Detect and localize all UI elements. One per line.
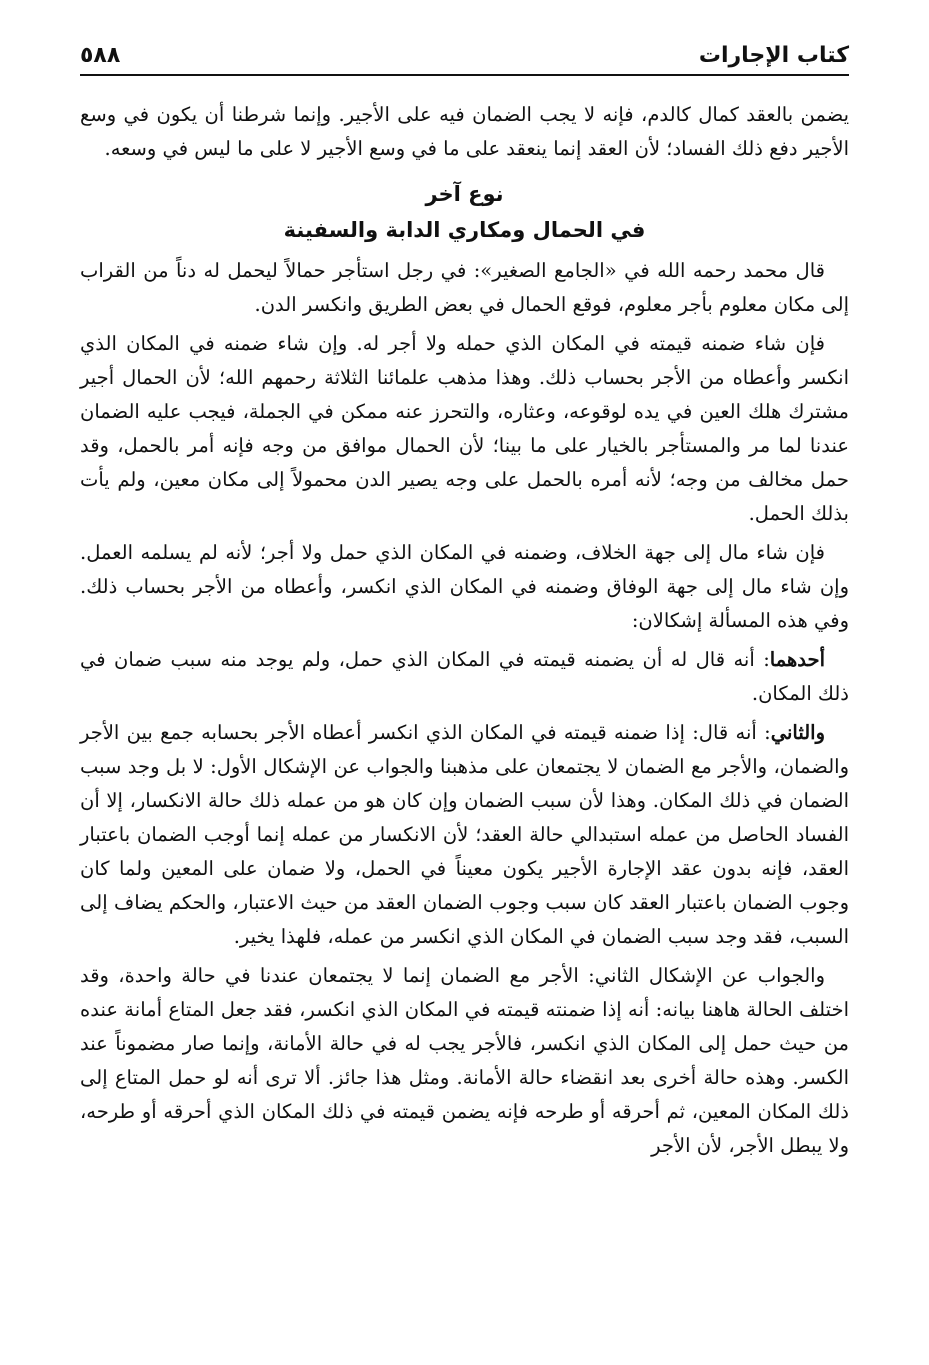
paragraph-5-lead: أحدهما	[769, 648, 825, 671]
paragraph-2: قال محمد رحمه الله في «الجامع الصغير»: في رجل استأجر حمالاً ليحمل له دناً من القراب إلى مكان معلوم بأجر معلوم، فوقع الحمال في بعض الطريق وانكسر الدن.	[80, 259, 849, 316]
paragraph-7: والجواب عن الإشكال الثاني: الأجر مع الضمان إنما لا يجتمعان عندنا في حالة واحدة، وقد اختلف الحالة هاهنا بيانه: أنه إذا ضمنته قيمته في المكان الذي انكسر، فقد جعل المتاع أمانة عنده من حيث حمل إلى المكان الذي انكسر، فالأجر يجب له في حالة الأمانة، وإنما صار مضموناً عند الكسر. وهذه حالة أخرى بعد انقضاء حالة الأمانة. ومثل هذا جائز. ألا ترى أنه لو حمل المتاع إلى ذلك المكان المعين، ثم أحرقه أو طرحه فإنه يضمن قيمته في ذلك المكان الذي أحرقه أو طرحه، ولا يبطل الأجر، لأن الأجر	[80, 964, 849, 1157]
paragraph-3: فإن شاء ضمنه قيمته في المكان الذي حمله ولا أجر له. وإن شاء ضمنه في المكان الذي انكسر وأعطاه من الأجر بحساب ذلك. وهذا مذهب علمائنا الثلاثة رحمهم الله؛ لأن الحمال أجير مشترك هلك العين في يده لوقوعه، وعثاره، والتحرز عنه ممكن في الجملة، فيجب عليه الضمان عندنا لما مر والمستأجر بالخيار على ما بينا؛ لأن الحمال موافق من وجه فإنه أمر بالحمل، وقد حمل مخالف من وجه؛ لأنه أمره بالحمل على وجه يصير الدن محمولاً إلى مكان معين، ولم يأت بذلك الحمل.	[80, 332, 849, 525]
page-number: ٥٨٨	[80, 43, 121, 68]
paragraph-6	[80, 716, 849, 954]
paragraph-5-text: : أنه قال له أن يضمنه قيمته في المكان الذي حمل، ولم يوجد منه سبب ضمان في ذلك المكان.	[80, 648, 849, 705]
running-header	[80, 40, 849, 76]
paragraph-5	[80, 643, 849, 711]
paragraph-4: فإن شاء مال إلى جهة الخلاف، وضمنه في المكان الذي حمل ولا أجر؛ لأنه لم يسلمه العمل. وإن شاء مال إلى جهة الوفاق وضمنه في المكان الذي انكسر، وأعطاه من الأجر بحساب ذلك. وفي هذه المسألة إشكالان:	[80, 541, 849, 632]
paragraph-6-text: : أنه قال: إذا ضمنه قيمته في المكان الذي انكسر أعطاه الأجر بحسابه جمع بين الأجر والضمان، والأجر مع الضمان لا يجتمعان على مذهبنا والجواب عن الإشكال الأول: لا بل وجد سبب الضمان في ذلك المكان. وهذا لأن سبب الضمان وإن كان هو من عمله ذلك حالة الانكسار، إلا أن الفساد الحاصل من عمله استبدالي حالة العقد؛ لأن الانكسار من عمله إنما أوجب الضمان باعتبار العقد، فإنه بدون عقد الإجارة الأجير يكون معيناً في الحمل، ولا ضمان على المعين ولما كان وجوب الضمان باعتبار العقد كان سبب وجوب الضمان العقد من حيث الاعتبار، والحكم يضاف إلى السبب، فقد وجد سبب الضمان في المكان الذي انكسر من عمله، فلهذا يخير.	[80, 721, 849, 948]
page-body	[80, 98, 849, 1168]
section-heading-line-1: نوع آخر	[425, 182, 504, 206]
paragraph-1: يضمن بالعقد كمال كالدم، فإنه لا يجب الضمان فيه على الأجير. وإنما شرطنا أن يكون في وسع الأجير دفع ذلك الفساد؛ لأن العقد إنما ينعقد على ما في وسع الأجير لا على ما ليس في وسعه.	[80, 103, 849, 160]
paragraph-6-lead: والثاني	[770, 721, 825, 744]
running-title: كتاب الإجارات	[698, 43, 849, 68]
section-heading	[80, 176, 849, 248]
section-heading-line-2: في الحمال ومكاري الدابة والسفينة	[283, 218, 646, 242]
